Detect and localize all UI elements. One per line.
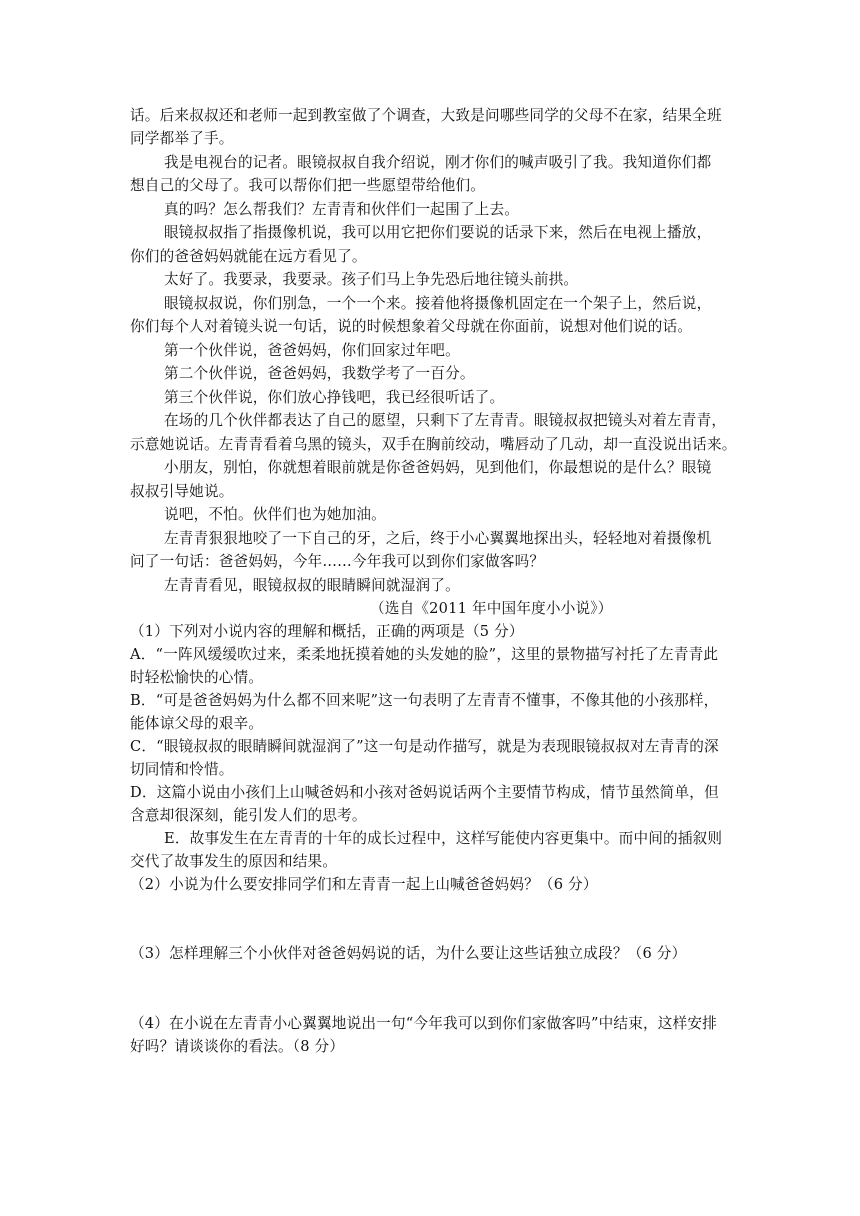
option-d-cont: 含意却很深刻，能引发人们的思考。 [130, 807, 367, 824]
option-a-cont: 时轻松愉快的心情。 [130, 669, 264, 686]
option-e-cont: 交代了故事发生的原因和结果。 [130, 853, 338, 870]
question-2: （2）小说为什么要安排同学们和左青青一起上山喊爸爸妈妈？（6 分） [130, 876, 598, 893]
option-e: E．故事发生在左青青的十年的成长过程中，这样写能使内容更集中。而中间的插叙则 [164, 830, 723, 847]
story-paragraph: 太好了。我要录，我要录。孩子们马上争先恐后地往镜头前拱。 [164, 271, 579, 288]
story-paragraph: 左青青狠狠地咬了一下自己的牙，之后，终于小心翼翼地探出头，轻轻地对着摄像机 [164, 530, 712, 547]
story-line: 示意她说话。左青青看着乌黑的镜头，双手在胸前绞动，嘴唇动了几动，却一直没说出话来。 [130, 436, 737, 453]
story-paragraph: 眼镜叔叔说，你们别急，一个一个来。接着他将摄像机固定在一个架子上，然后说， [164, 295, 712, 312]
story-paragraph: 第一个伙伴说，爸爸妈妈，你们回家过年吧。 [164, 342, 460, 359]
story-line: 叔叔引导她说。 [130, 483, 234, 500]
option-c-cont: 切同情和怜惜。 [130, 761, 234, 778]
story-paragraph: 在场的几个伙伴都表达了自己的愿望，只剩下了左青青。眼镜叔叔把镜头对着左青青， [164, 412, 727, 429]
story-paragraph: 小朋友，别怕，你就想着眼前就是你爸爸妈妈，见到他们，你最想说的是什么？眼镜 [164, 459, 712, 476]
question-3: （3）怎样理解三个小伙伴对爸爸妈妈说的话，为什么要让这些话独立成段？（6 分） [130, 945, 687, 962]
story-paragraph: 第三个伙伴说，你们放心挣钱吧，我已经很听话了。 [164, 389, 505, 406]
story-line: 问了一句话：爸爸妈妈，今年……今年我可以到你们家做客吗？ [130, 553, 545, 570]
question-4-cont: 好吗？请谈谈你的看法。（8 分） [130, 1038, 345, 1055]
story-line: 你们的爸爸妈妈就能在远方看见了。 [130, 248, 367, 265]
story-line: 同学都举了手。 [130, 130, 234, 147]
question-1-title: （1）下列对小说内容的理解和概括，正确的两项是（5 分） [130, 623, 524, 640]
story-paragraph: 第二个伙伴说，爸爸妈妈，我数学考了一百分。 [164, 365, 475, 382]
option-b-cont: 能体谅父母的艰辛。 [130, 715, 264, 732]
option-b: B．“可是爸爸妈妈为什么都不回来呢”这一句表明了左青青不懂事，不像其他的小孩那样， [130, 692, 719, 709]
story-line: 话。后来叔叔还和老师一起到教室做了个调查，大致是问哪些同学的父母不在家，结果全班 [130, 107, 722, 124]
story-paragraph: 左青青看见，眼镜叔叔的眼睛瞬间就湿润了。 [164, 577, 460, 594]
story-paragraph: 我是电视台的记者。眼镜叔叔自我介绍说，刚才你们的喊声吸引了我。我知道你们都 [164, 154, 712, 171]
story-paragraph: 说吧，不怕。伙伴们也为她加油。 [164, 506, 386, 523]
question-4: （4）在小说在左青青小心翼翼地说出一句“今年我可以到你们家做客吗”中结束，这样安排 [130, 1015, 717, 1032]
story-paragraph: 真的吗？怎么帮我们？左青青和伙伴们一起围了上去。 [164, 201, 520, 218]
option-d: D．这篇小说由小孩们上山喊爸妈和小孩对爸妈说话两个主要情节构成，情节虽然简单，但 [130, 784, 719, 801]
story-paragraph: 眼镜叔叔指了指摄像机说，我可以用它把你们要说的话录下来，然后在电视上播放， [164, 224, 712, 241]
story-line: 你们每个人对着镜头说一句话，说的时候想象着父母就在你面前，说想对他们说的话。 [130, 318, 693, 335]
story-line: 想自己的父母了。我可以帮你们把一些愿望带给他们。 [130, 177, 486, 194]
option-c: C．“眼镜叔叔的眼睛瞬间就湿润了”这一句是动作描写，就是为表现眼镜叔叔对左青青的深 [130, 738, 719, 755]
source-citation: （选自《2011 年中国年度小小说》） [370, 600, 613, 617]
option-a: A．“一阵风缓缓吹过来，柔柔地抚摸着她的头发她的脸”，这里的景物描写衬托了左青青此 [130, 646, 719, 663]
